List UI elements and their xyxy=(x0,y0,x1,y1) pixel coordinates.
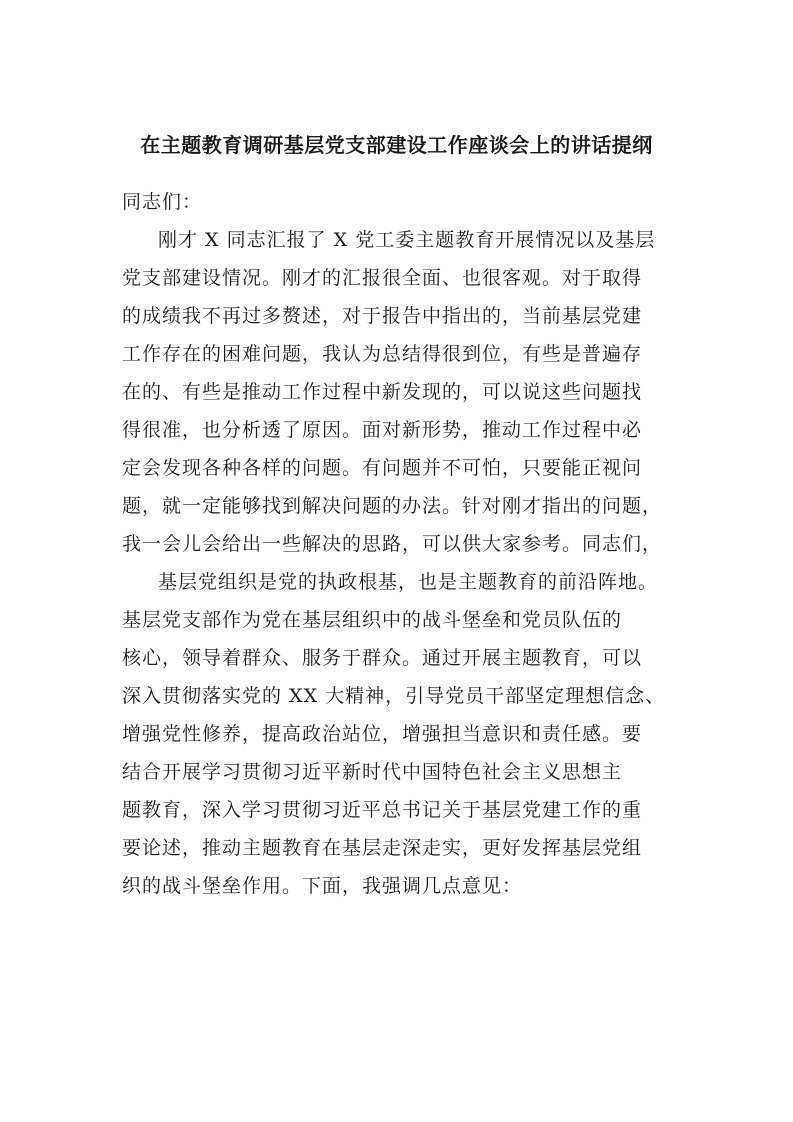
paragraph-line: 基层党支部作为党在基层组织中的战斗堡垒和党员队伍的 xyxy=(122,609,623,631)
paragraph-line: 基层党组织是党的执政根基，也是主题教育的前沿阵地。 xyxy=(158,571,659,593)
paragraph-2 xyxy=(122,563,682,905)
paragraph-line: 定会发现各种各样的问题。有问题并不可怕，只要能正视问 xyxy=(122,457,643,479)
document-body xyxy=(122,183,682,905)
paragraph-line: 的成绩我不再过多赘述，对于报告中指出的，当前基层党建 xyxy=(122,305,643,327)
paragraph-line: 要论述，推动主题教育在基层走深走实，更好发挥基层党组 xyxy=(122,837,643,859)
paragraph-1 xyxy=(122,221,682,563)
paragraph-line: 刚才 X 同志汇报了 X 党工委主题教育开展情况以及基层 xyxy=(158,229,656,251)
paragraph-line: 题，就一定能够找到解决问题的办法。针对刚才指出的问题， xyxy=(122,495,663,517)
paragraph-line: 党支部建设情况。刚才的汇报很全面、也很客观。对于取得 xyxy=(122,267,643,289)
paragraph-line: 织的战斗堡垒作用。下面，我强调几点意见： xyxy=(122,875,523,897)
document-title: 在主题教育调研基层党支部建设工作座谈会上的讲话提纲 xyxy=(140,133,653,157)
paragraph-line: 题教育，深入学习贯彻习近平总书记关于基层党建工作的重 xyxy=(122,799,643,821)
paragraph-line: 工作存在的困难问题，我认为总结得很到位，有些是普遍存 xyxy=(122,343,643,365)
paragraph-line: 深入贯彻落实党的 XX 大精神，引导党员干部坚定理想信念、 xyxy=(122,685,666,707)
paragraph-line: 核心，领导着群众、服务于群众。通过开展主题教育，可以 xyxy=(122,647,643,669)
paragraph-line: 在的、有些是推动工作过程中新发现的，可以说这些问题找 xyxy=(122,381,643,403)
paragraph-line: 增强党性修养，提高政治站位，增强担当意识和责任感。要 xyxy=(122,723,643,745)
paragraph-line: 得很准，也分析透了原因。面对新形势，推动工作过程中必 xyxy=(122,419,643,441)
salutation: 同志们： xyxy=(122,191,203,213)
paragraph-line: 结合开展学习贯彻习近平新时代中国特色社会主义思想主 xyxy=(122,761,623,783)
paragraph-line: 我一会儿会给出一些解决的思路，可以供大家参考。同志们， xyxy=(122,533,663,555)
